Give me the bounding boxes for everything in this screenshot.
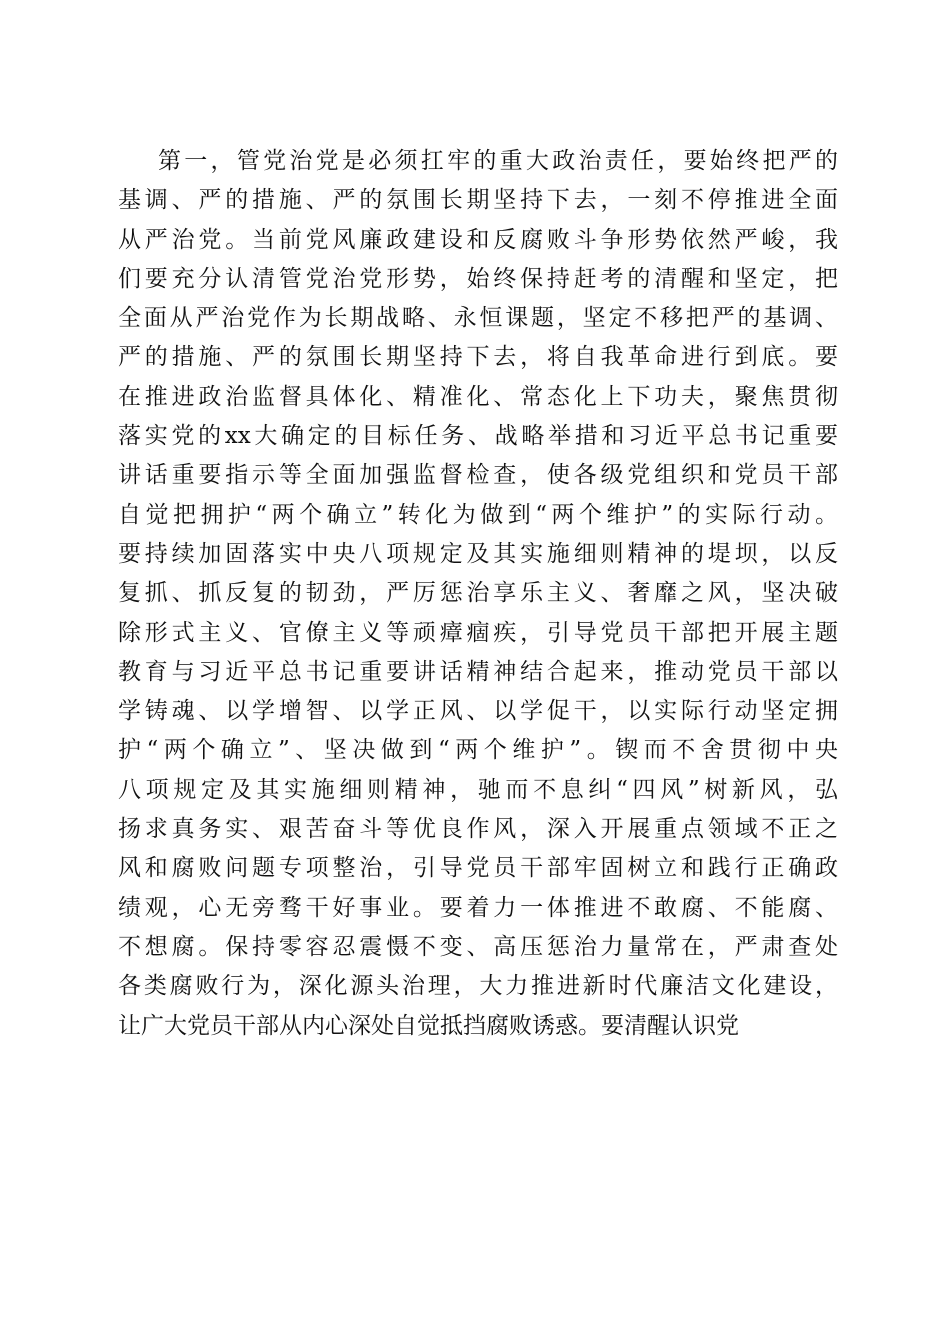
paragraph-line: 护“两个确立”、坚决做到“两个维护”。锲而不舍贯彻中央	[118, 737, 838, 764]
paragraph-line: 要持续加固落实中央八项规定及其实施细则精神的堤坝，以反	[118, 540, 838, 567]
paragraph-line: 绩观，心无旁骛干好事业。要着力一体推进不敢腐、不能腐、	[118, 894, 838, 921]
paragraph-line: 严的措施、严的氛围长期坚持下去，将自我革命进行到底。要	[118, 344, 838, 371]
paragraph-line: 第一，管党治党是必须扛牢的重大政治责任，要始终把严的	[158, 148, 838, 174]
paragraph-line: 不想腐。保持零容忍震慑不变、高压惩治力量常在，严肃查处	[118, 933, 838, 960]
paragraph-line: 基调、严的措施、严的氛围长期坚持下去，一刻不停推进全面	[118, 187, 838, 214]
paragraph-line: 自觉把拥护“两个确立”转化为做到“两个维护”的实际行动。	[118, 501, 838, 528]
paragraph-line: 八项规定及其实施细则精神，驰而不息纠“四风”树新风，弘	[118, 776, 838, 803]
paragraph-line: 落实党的xx大确定的目标任务、战略举措和习近平总书记重要	[118, 423, 838, 450]
paragraph-line: 从严治党。当前党风廉政建设和反腐败斗争形势依然严峻，我	[118, 226, 838, 253]
paragraph-line: 讲话重要指示等全面加强监督检查，使各级党组织和党员干部	[118, 462, 838, 489]
paragraph-line: 复抓、抓反复的韧劲，严厉惩治享乐主义、奢靡之风，坚决破	[118, 580, 838, 607]
paragraph-line: 让广大党员干部从内心深处自觉抵挡腐败诱惑。要清醒认识党	[118, 1012, 739, 1039]
paragraph-line: 全面从严治党作为长期战略、永恒课题，坚定不移把严的基调、	[118, 305, 838, 332]
paragraph-line: 教育与习近平总书记重要讲话精神结合起来，推动党员干部以	[118, 658, 838, 685]
paragraph-line: 除形式主义、官僚主义等顽瘴痼疾，引导党员干部把开展主题	[118, 619, 838, 646]
paragraph-line: 学铸魂、以学增智、以学正风、以学促干，以实际行动坚定拥	[118, 698, 838, 725]
paragraph-line: 在推进政治监督具体化、精准化、常态化上下功夫，聚焦贯彻	[118, 383, 838, 410]
paragraph-line: 各类腐败行为，深化源头治理，大力推进新时代廉洁文化建设，	[118, 973, 838, 1000]
paragraph-line: 扬求真务实、艰苦奋斗等优良作风，深入开展重点领域不正之	[118, 816, 838, 843]
body-paragraph	[118, 142, 838, 1046]
paragraph-line: 风和腐败问题专项整治，引导党员干部牢固树立和践行正确政	[118, 855, 838, 882]
paragraph-line: 们要充分认清管党治党形势，始终保持赶考的清醒和坚定，把	[118, 265, 838, 292]
